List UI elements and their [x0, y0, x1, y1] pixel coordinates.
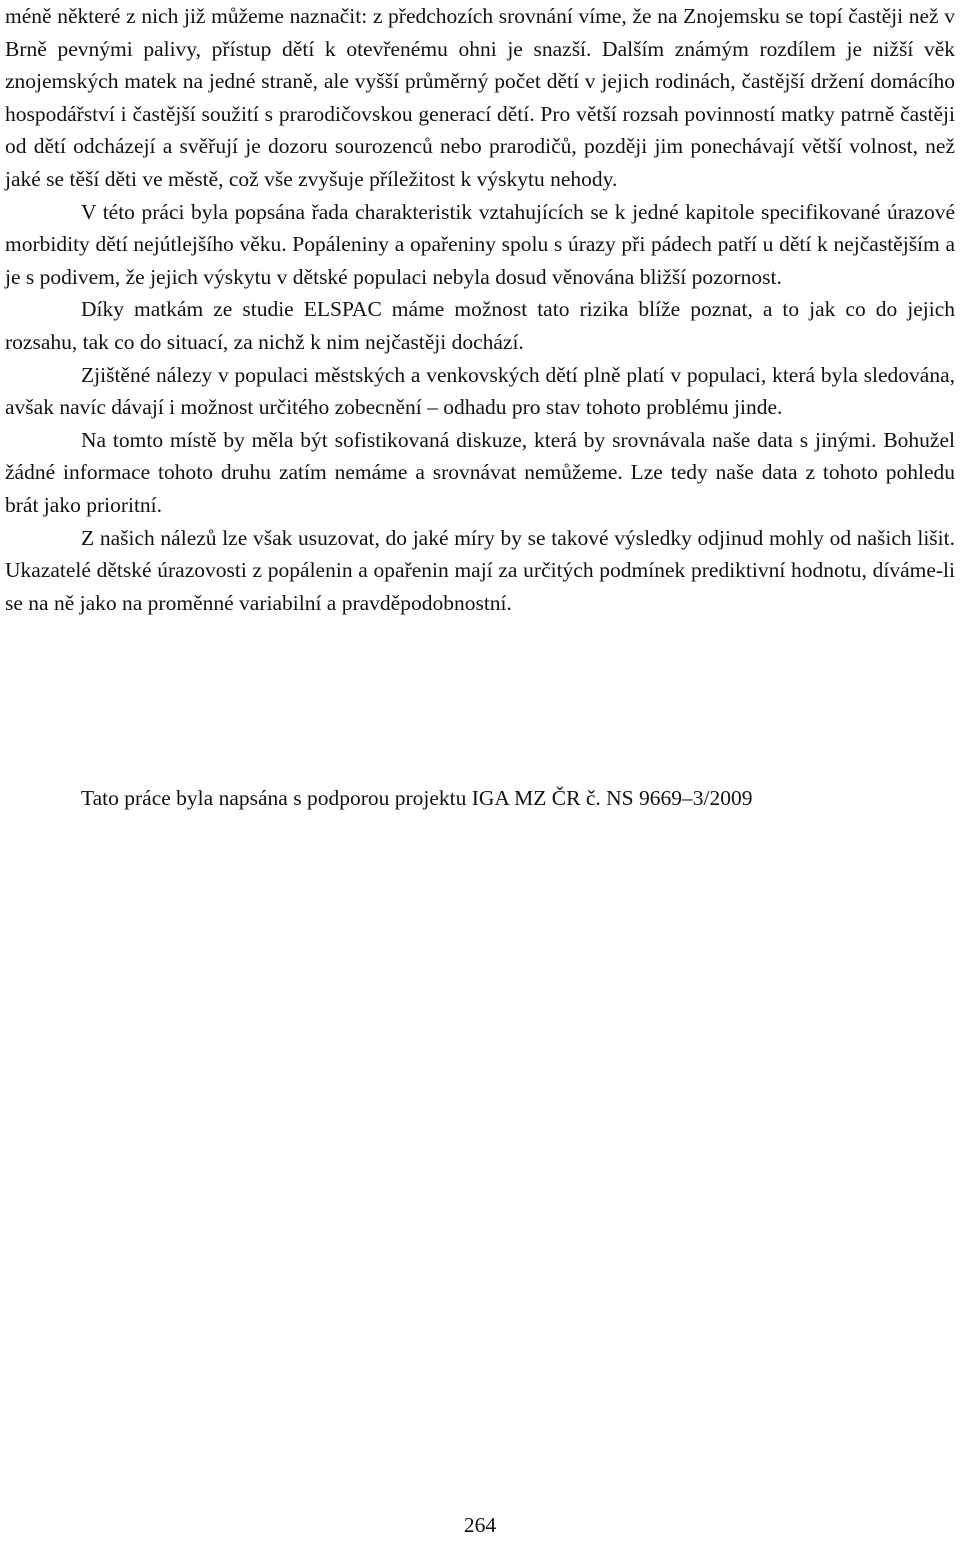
acknowledgement-note: Tato práce byla napsána s podporou projektu IGA MZ ČR č. NS 9669–3/2009 — [81, 786, 753, 810]
page-number: 264 — [463, 1513, 497, 1537]
paragraph-findings: Zjištěné nálezy v populaci městských a venkovských dětí plně platí v populaci, která byla sledována, avšak navíc dávají i možnost určitého zobecnění – odhadu pro stav tohoto problému jinde. — [5, 362, 955, 420]
paragraph-elspac: Díky matkám ze studie ELSPAC máme možnost tato rizika blíže poznat, a to jak co do jejich rozsahu, tak co do situací, za nichž k nim nejčastěji dochází. — [5, 297, 955, 354]
paragraph-characteristics: V této práci byla popsána řada charakteristik vztahujících se k jedné kapitole specifikované úrazové morbidity dětí nejútlejšího věku. Popáleniny a opařeniny spolu s úrazy při pádech patří u dětí k nejčastějším a je s podivem, že jejich výskytu v dětské populaci nebyla dosud věnována bližší pozornost. — [5, 199, 955, 289]
paragraph-continuation: méně některé z nich již můžeme naznačit: z předchozích srovnání víme, že na Znojemsku se topí častěji než v Brně pevnými palivy, přístup dětí k otevřenému ohni je snazší. Dalším známým rozdílem je nižší věk znojemských matek na jedné straně, ale vyšší průměrný počet dětí v jejich rodinách, častější držení domácího hospodářství i častější soužití s prarodičovskou generací dětí. Pro větší rozsah povinností matky patrně častěji od dětí odcházejí a svěřují je dozoru sourozenců nebo prarodičů, později jim ponechávají větší volnost, než jaké se těší děti ve městě, což vše zvyšuje příležitost k výskytu nehody. — [5, 4, 955, 191]
paragraph-discussion: Na tomto místě by měla být sofistikovaná diskuze, která by srovnávala naše data s jinými. Bohužel žádné informace tohoto druhu zatím nemáme a srovnávat nemůžeme. Lze tedy naše data z tohoto pohledu brát jako prioritní. — [5, 427, 955, 517]
page-body — [5, 0, 955, 619]
paragraph-conclusion: Z našich nálezů lze však usuzovat, do jaké míry by se takové výsledky odjinud mohly od našich lišit. Ukazatelé dětské úrazovosti z popálenin a opařenin mají za určitých podmínek prediktivní hodnotu, díváme-li se na ně jako na proměnné variabilní a pravděpodobnostní. — [5, 525, 955, 615]
